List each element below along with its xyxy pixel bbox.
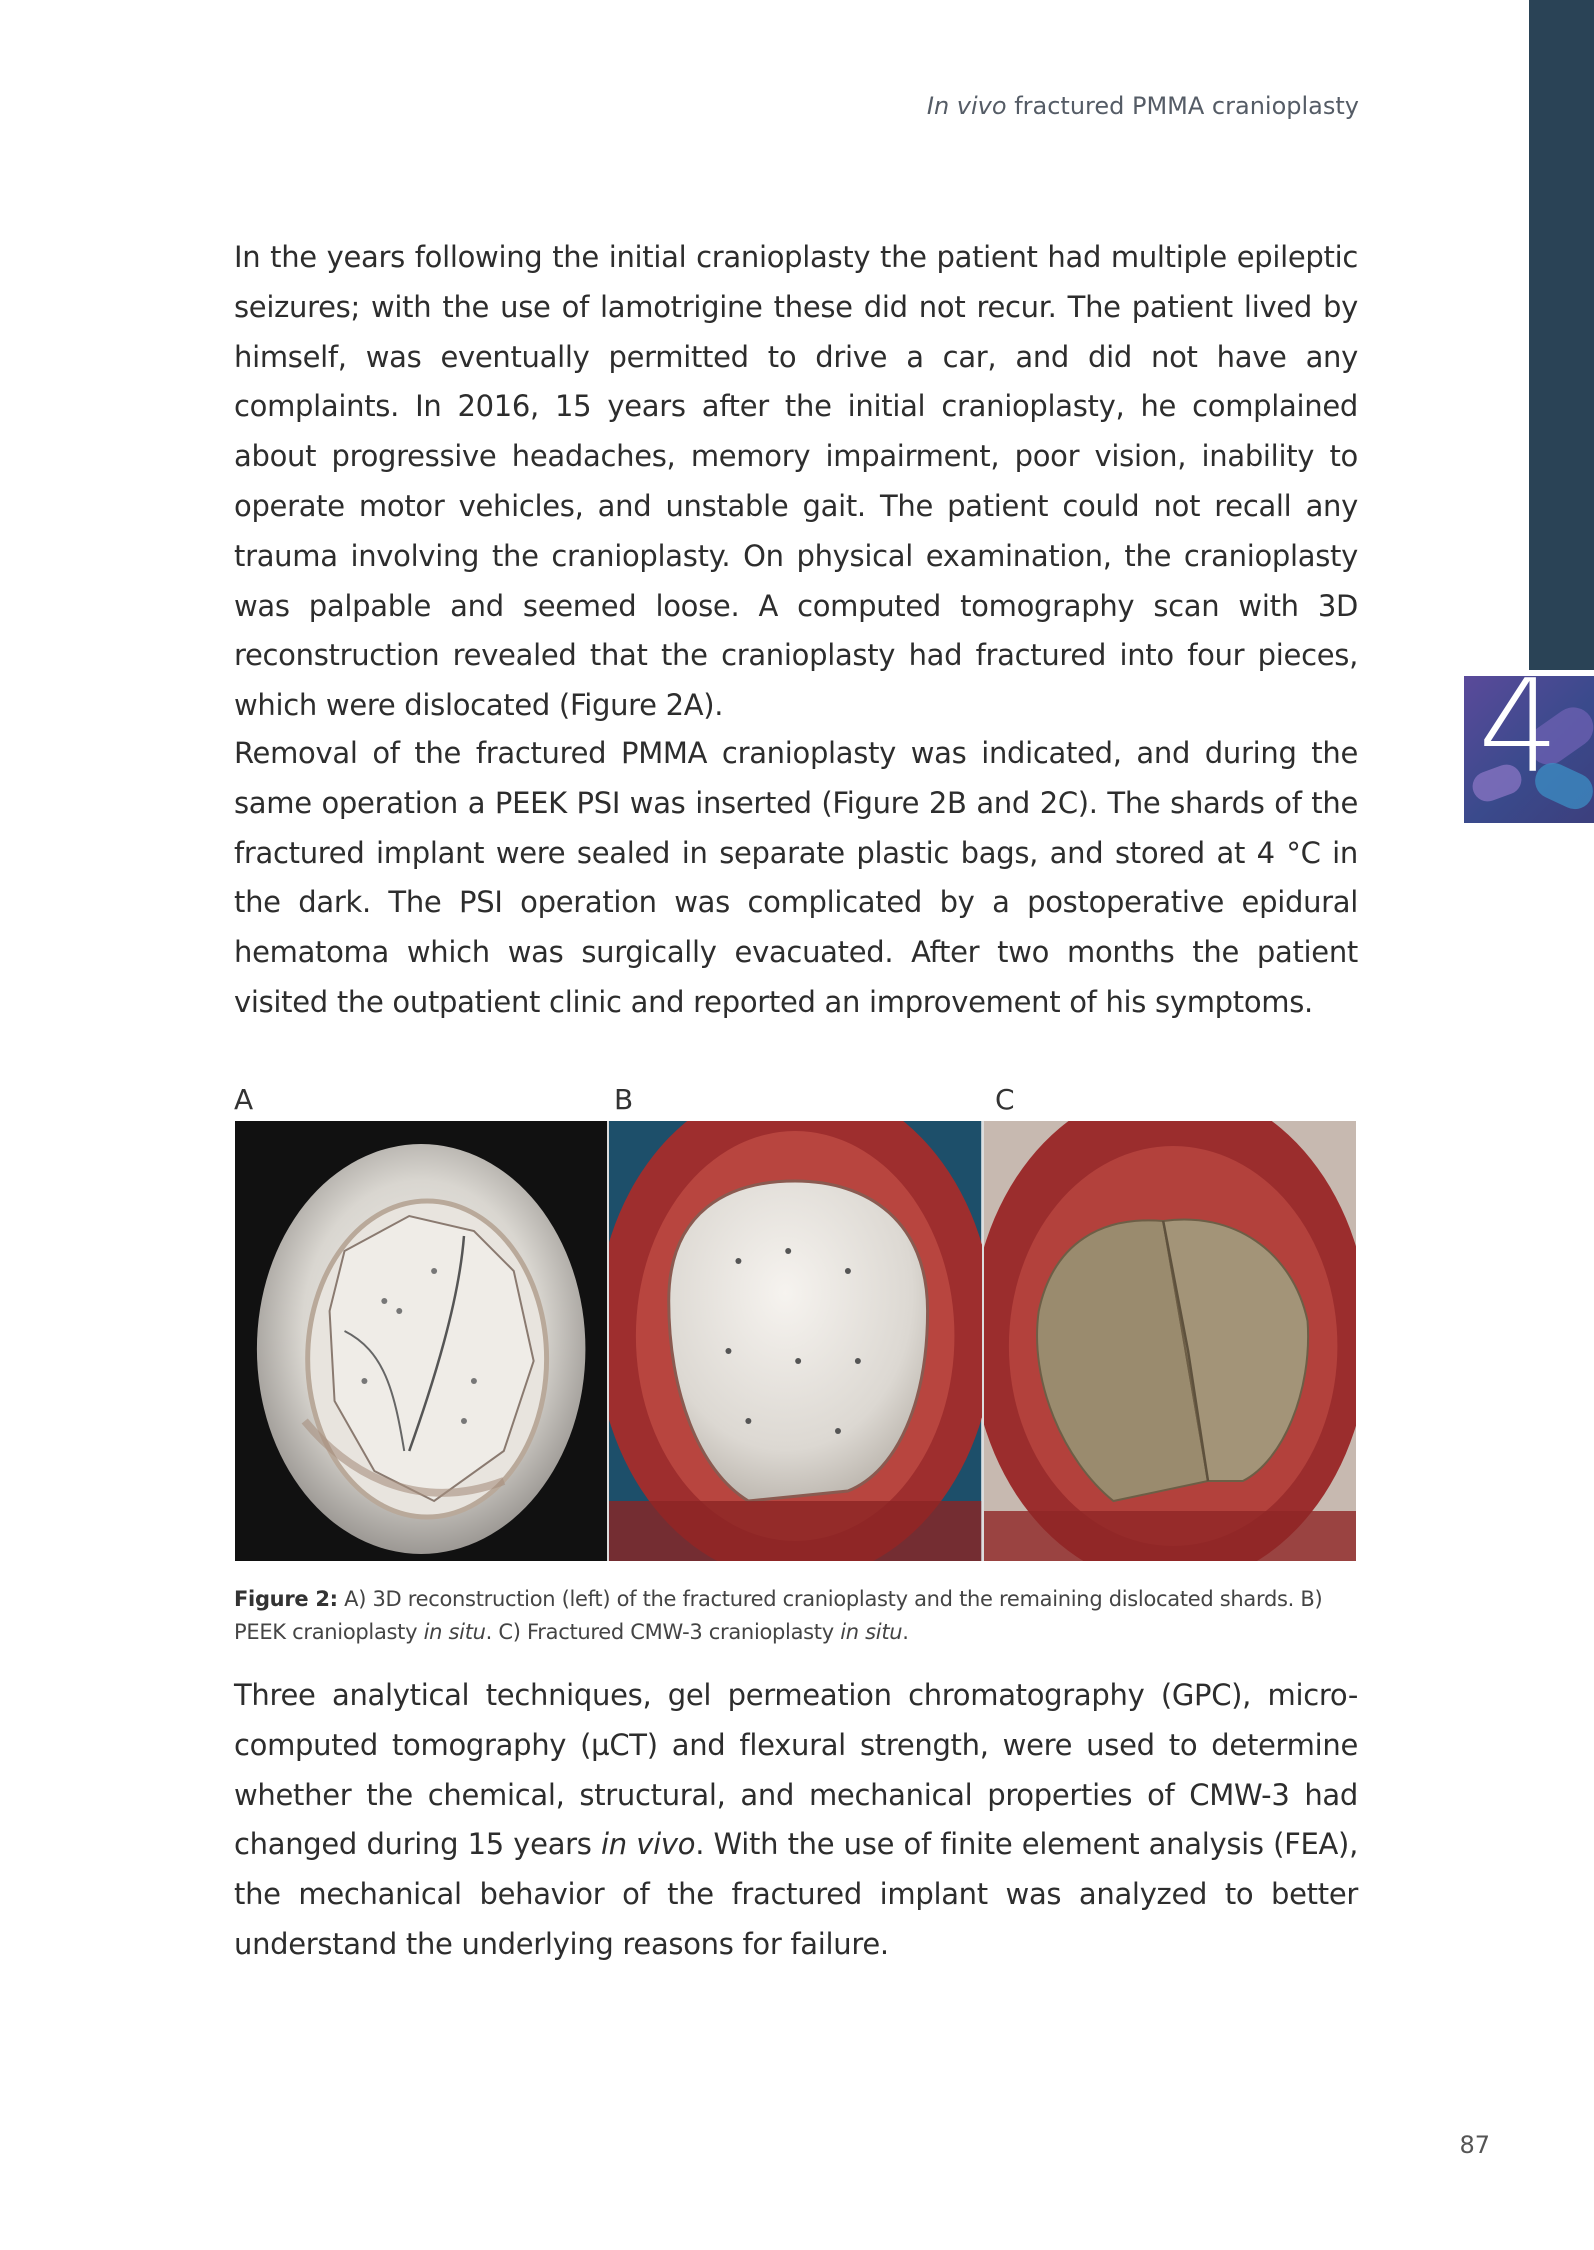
p3-text-2: . With the use of finite element analysis (FEA), the mechanical behavior of the fractured implant was analyzed to better understand the underlying reasons for failure. <box>234 1827 1358 1961</box>
running-head <box>927 92 1359 120</box>
p3-italic: in vivo <box>601 1827 696 1862</box>
p3-text-1: Three analytical techniques, gel permeation chromatography (GPC), micro-computed tomography (µCT) and flexural strength, were used to determine whether the chemical, structural, and mechanical properties of CMW-3 had changed during 15 years <box>234 1678 1358 1862</box>
figure-label-c: C <box>995 1083 1015 1116</box>
figure-label-b: B <box>614 1083 634 1116</box>
caption-label: Figure 2: <box>234 1587 338 1611</box>
figure-2 <box>235 1121 1356 1561</box>
body-paragraph-1: In the years following the initial cranioplasty the patient had multiple epileptic seizures; with the use of lamotrigine these did not recur. The patient lived by himself, was eventually permitted to drive a car, and did not have any complaints. In 2016, 15 years after the initial cranioplasty, he complained about progressive headaches, memory impairment, poor vision, inability to operate motor vehicles, and unstable gait. The patient could not recall any trauma involving the cranioplasty. On physical examination, the cranioplasty was palpable and seemed loose. A computed tomography scan with 3D reconstruction revealed that the cranioplasty had fractured into four pieces, which were dislocated (Figure 2A). <box>234 240 1358 723</box>
figure-panel-c-fractured-cmw3 <box>982 1121 1356 1561</box>
caption-text-3: . <box>902 1620 909 1644</box>
caption-italic-2: in situ <box>840 1620 903 1644</box>
chapter-side-bar <box>1529 0 1594 670</box>
chapter-number: 4 <box>1478 676 1560 802</box>
caption-italic-1: in situ <box>423 1620 486 1644</box>
running-head-italic: In vivo <box>926 92 1007 120</box>
figure-caption <box>234 1583 1358 1649</box>
running-head-text: fractured PMMA cranioplasty <box>1006 92 1359 120</box>
figure-label-a: A <box>234 1083 254 1116</box>
figure-panel-a-ct-reconstruction <box>235 1121 607 1561</box>
caption-text-2: . C) Fractured CMW-3 cranioplasty <box>485 1620 841 1644</box>
chapter-tab <box>1464 676 1594 823</box>
body-paragraph-3 <box>234 1671 1358 1970</box>
page-number: 87 <box>1459 2131 1490 2159</box>
caption-text-1: A) 3D reconstruction (left) of the fractured cranioplasty and the remaining dislocated shards. B) PEEK cranioplasty <box>234 1587 1323 1644</box>
figure-panel-b-peek-in-situ <box>607 1121 981 1561</box>
body-paragraph-2: Removal of the fractured PMMA cranioplasty was indicated, and during the same operation a PEEK PSI was inserted (Figure 2B and 2C). The shards of the fractured implant were sealed in separate plastic bags, and stored at 4 °C in the dark. The PSI operation was complicated by a postoperative epidural hematoma which was surgically evacuated. After two months the patient visited the outpatient clinic and reported an improvement of his symptoms. <box>234 736 1358 1019</box>
